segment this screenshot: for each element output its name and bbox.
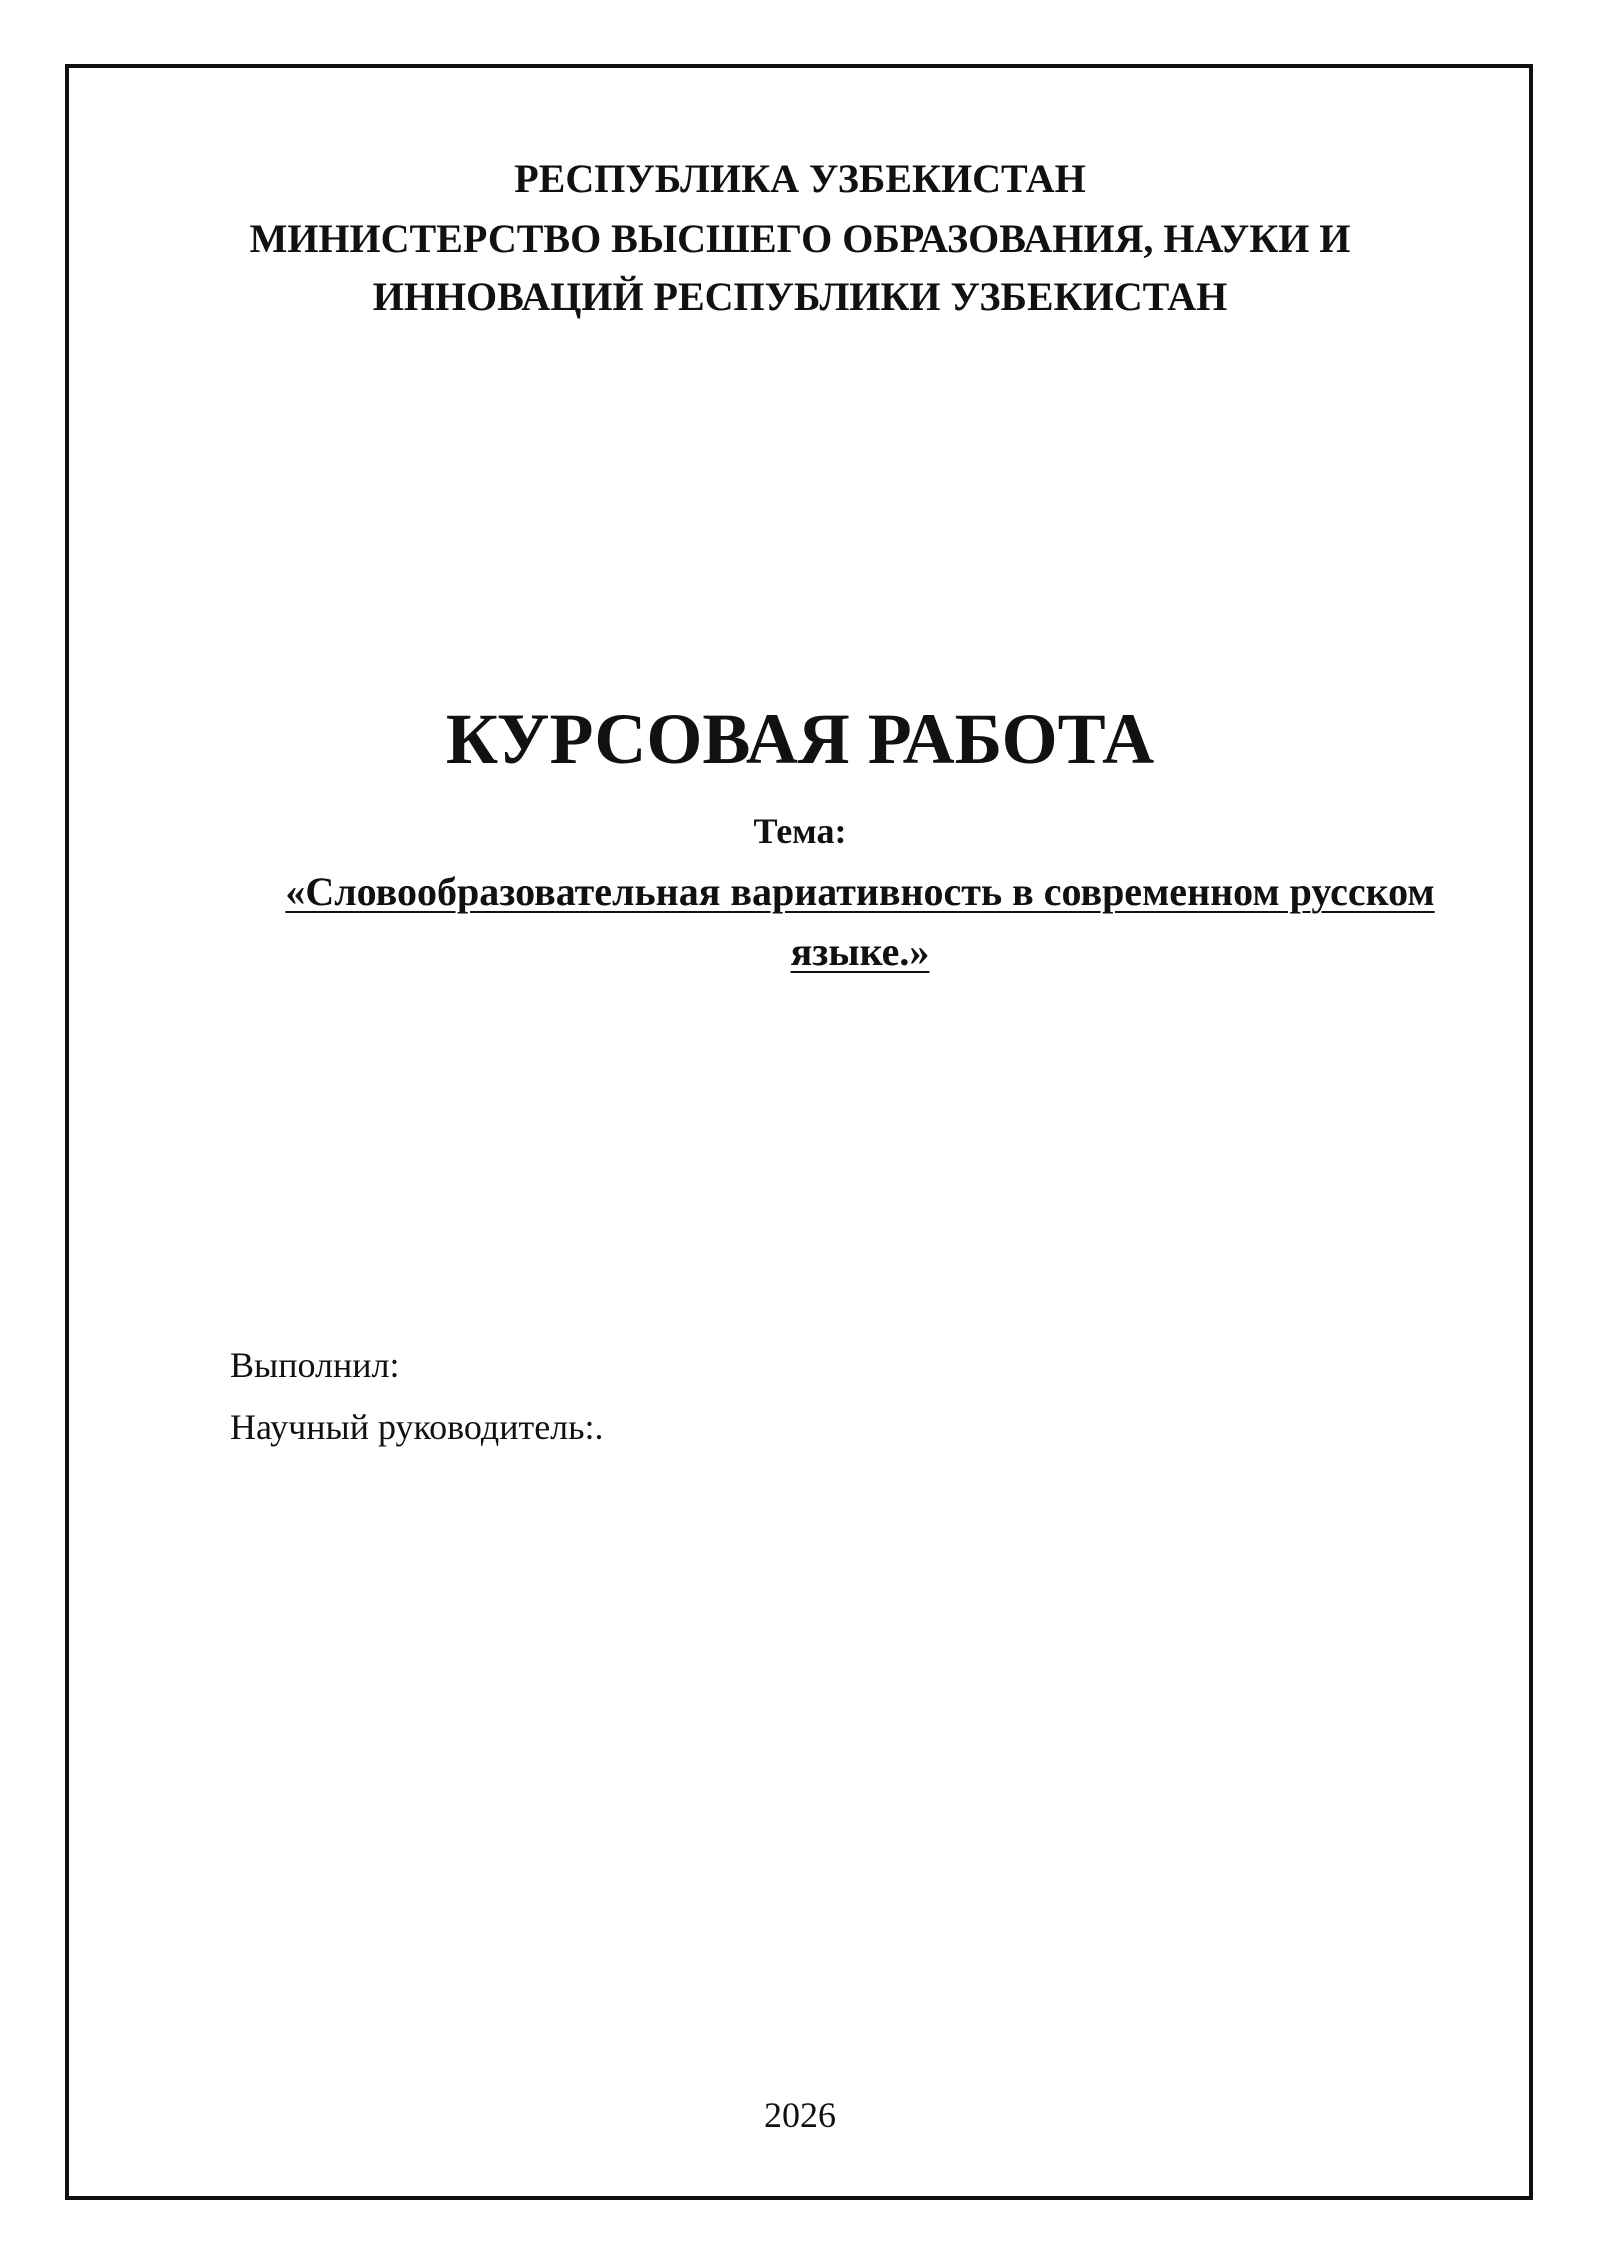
topic-title: «Словообразовательная вариативность в современном русском языке.» — [285, 869, 1435, 974]
ministry-name-line-2: ИННОВАЦИЙ РЕСПУБЛИКИ УЗБЕКИСТАН — [372, 274, 1228, 319]
page-border — [65, 64, 1533, 2200]
country-name: РЕСПУБЛИКА УЗБЕКИСТАН — [514, 156, 1086, 201]
topic-label: Тема: — [753, 811, 847, 851]
supervisor-label: Научный руководитель:. — [230, 1407, 604, 1447]
document-type-title: КУРСОВАЯ РАБОТА — [445, 699, 1155, 779]
author-label: Выполнил: — [230, 1345, 400, 1385]
ministry-name-line-1: МИНИСТЕРСТВО ВЫСШЕГО ОБРАЗОВАНИЯ, НАУКИ И — [249, 216, 1351, 261]
year: 2026 — [764, 2095, 836, 2135]
